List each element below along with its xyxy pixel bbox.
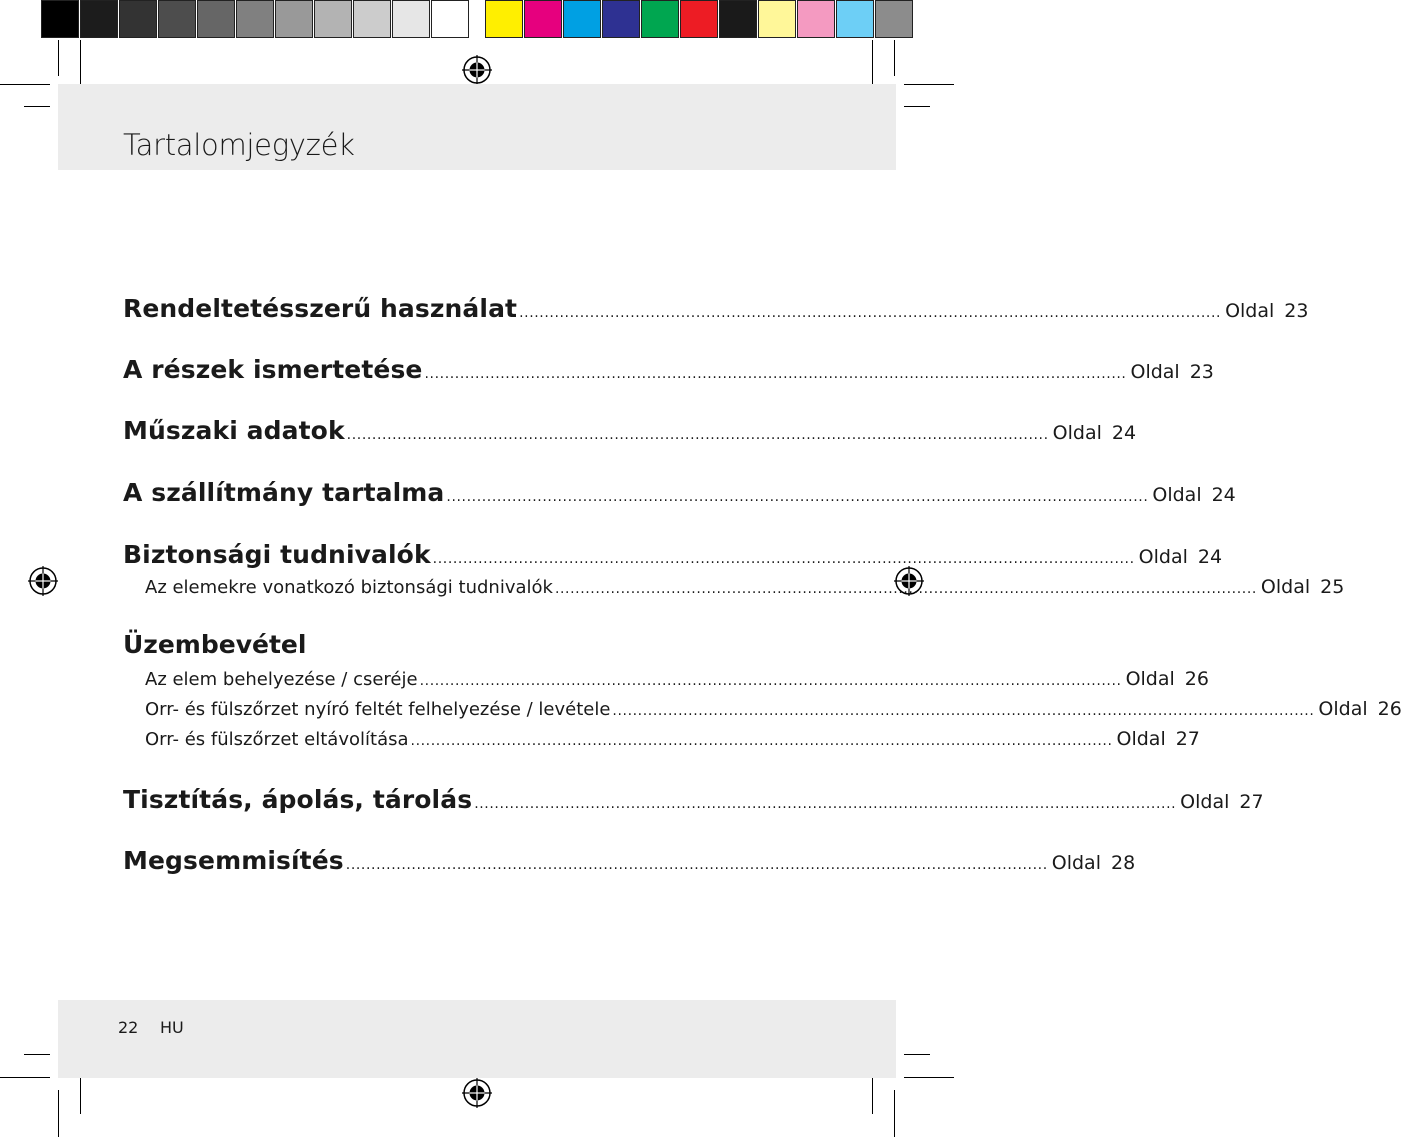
dot-leader: ........................................................................................................................................... [612, 703, 1315, 719]
page-number: 24 [1197, 546, 1223, 568]
toc-entry[interactable] [123, 478, 1236, 507]
toc-entry[interactable] [123, 846, 1136, 875]
crop-mark [0, 84, 50, 85]
page-label: Oldal [1180, 791, 1230, 813]
crop-mark [24, 106, 50, 107]
toc-entry-title: A részek ismertetése [123, 355, 423, 384]
footer-band [58, 1000, 896, 1078]
toc-section-heading[interactable]: Üzembevétel [123, 630, 307, 659]
color-swatch [158, 0, 196, 38]
page-number: 26 [1184, 668, 1209, 690]
toc-entry[interactable] [123, 540, 1223, 569]
crop-mark [904, 106, 930, 107]
color-swatch [836, 0, 874, 38]
color-swatch [485, 0, 523, 38]
toc-entry[interactable] [123, 355, 1214, 384]
color-swatch [236, 0, 274, 38]
toc-entry-title: Orr- és fülszőrzet eltávolítása [145, 729, 409, 750]
dot-leader: ........................................................................................................................................... [519, 305, 1222, 321]
crop-mark [904, 1054, 930, 1055]
page-label: Oldal [1225, 300, 1275, 322]
color-swatch [275, 0, 313, 38]
dot-leader: ........................................................................................................................................... [419, 673, 1122, 689]
crop-mark [904, 1077, 954, 1078]
crop-mark [80, 40, 81, 88]
dot-leader: ........................................................................................................................................... [432, 551, 1135, 567]
color-swatch [524, 0, 562, 38]
toc-entry-title: Műszaki adatok [123, 416, 345, 445]
color-swatch [392, 0, 430, 38]
color-swatch [719, 0, 757, 38]
dot-leader: ........................................................................................................................................... [410, 733, 1113, 749]
color-swatch [431, 0, 469, 38]
toc-entry-title: Az elemekre vonatkozó biztonsági tudnivalók [145, 577, 553, 598]
color-swatch [314, 0, 352, 38]
dot-leader: ........................................................................................................................................... [446, 489, 1149, 505]
page-label: Oldal [1318, 698, 1368, 720]
toc-subentry[interactable] [145, 576, 1345, 598]
page-number: 23 [1284, 300, 1309, 322]
page-label: Oldal [1152, 484, 1202, 506]
registration-mark-icon [28, 566, 58, 596]
footer-page-number: 22 [118, 1018, 139, 1037]
crop-mark [872, 40, 873, 88]
toc-subentry[interactable] [145, 698, 1402, 720]
page-label: Oldal [1051, 852, 1101, 874]
toc-entry-title: Orr- és fülszőrzet nyíró feltét felhelyezése / levétele [145, 699, 611, 720]
registration-mark-icon [462, 1078, 492, 1108]
page-number: 27 [1239, 791, 1264, 813]
color-swatch [641, 0, 679, 38]
color-swatch [353, 0, 391, 38]
color-swatch [758, 0, 796, 38]
toc-entry-title: Az elem behelyezése / cseréje [145, 669, 418, 690]
toc-subentry[interactable] [145, 668, 1209, 690]
page-number: 24 [1211, 484, 1236, 506]
grayscale-calibration-bar [41, 0, 470, 40]
toc-entry-title: A szállítmány tartalma [123, 478, 445, 507]
crop-mark [24, 1054, 50, 1055]
color-swatch [119, 0, 157, 38]
page-number: 25 [1320, 576, 1345, 598]
color-swatch [680, 0, 718, 38]
crop-mark [80, 1078, 81, 1114]
dot-leader: ........................................................................................................................................... [554, 581, 1257, 597]
crop-mark [904, 84, 954, 85]
color-swatch [80, 0, 118, 38]
footer-language: HU [160, 1018, 184, 1037]
crop-mark [58, 1090, 59, 1137]
toc-entry-title: Megsemmisítés [123, 846, 344, 875]
color-swatch [797, 0, 835, 38]
page-label: Oldal [1125, 668, 1175, 690]
color-swatch [41, 0, 79, 38]
crop-mark [58, 40, 59, 76]
page-number: 27 [1175, 728, 1200, 750]
toc-entry[interactable] [123, 294, 1309, 323]
page-number: 24 [1111, 422, 1137, 444]
toc-entry[interactable] [123, 785, 1264, 814]
page-label: Oldal [1260, 576, 1311, 598]
dot-leader: ........................................................................................................................................... [346, 427, 1049, 443]
toc-subentry[interactable] [145, 728, 1200, 750]
crop-mark [894, 1090, 895, 1137]
page-label: Oldal [1130, 361, 1180, 383]
page-label: Oldal [1116, 728, 1166, 750]
crop-mark [872, 1078, 873, 1114]
page-number: 23 [1189, 361, 1214, 383]
page-label: Oldal [1138, 546, 1188, 568]
crop-mark [894, 40, 895, 76]
color-swatch [563, 0, 601, 38]
dot-leader: ........................................................................................................................................... [345, 857, 1048, 873]
color-calibration-bar [485, 0, 914, 40]
color-swatch [197, 0, 235, 38]
crop-mark [0, 1077, 50, 1078]
dot-leader: ........................................................................................................................................... [474, 796, 1177, 812]
page-title: Tartalomjegyzék [123, 128, 355, 162]
toc-entry[interactable] [123, 416, 1137, 445]
toc-entry-title: Biztonsági tudnivalók [123, 540, 431, 569]
color-swatch [602, 0, 640, 38]
page-label: Oldal [1052, 422, 1102, 444]
toc-entry-title: Rendeltetésszerű használat [123, 294, 518, 323]
toc-entry-title: Tisztítás, ápolás, tárolás [123, 785, 473, 814]
dot-leader: ........................................................................................................................................... [424, 366, 1127, 382]
registration-mark-icon [462, 55, 492, 85]
page-number: 26 [1377, 698, 1402, 720]
color-swatch [875, 0, 913, 38]
page-number: 28 [1110, 852, 1136, 874]
